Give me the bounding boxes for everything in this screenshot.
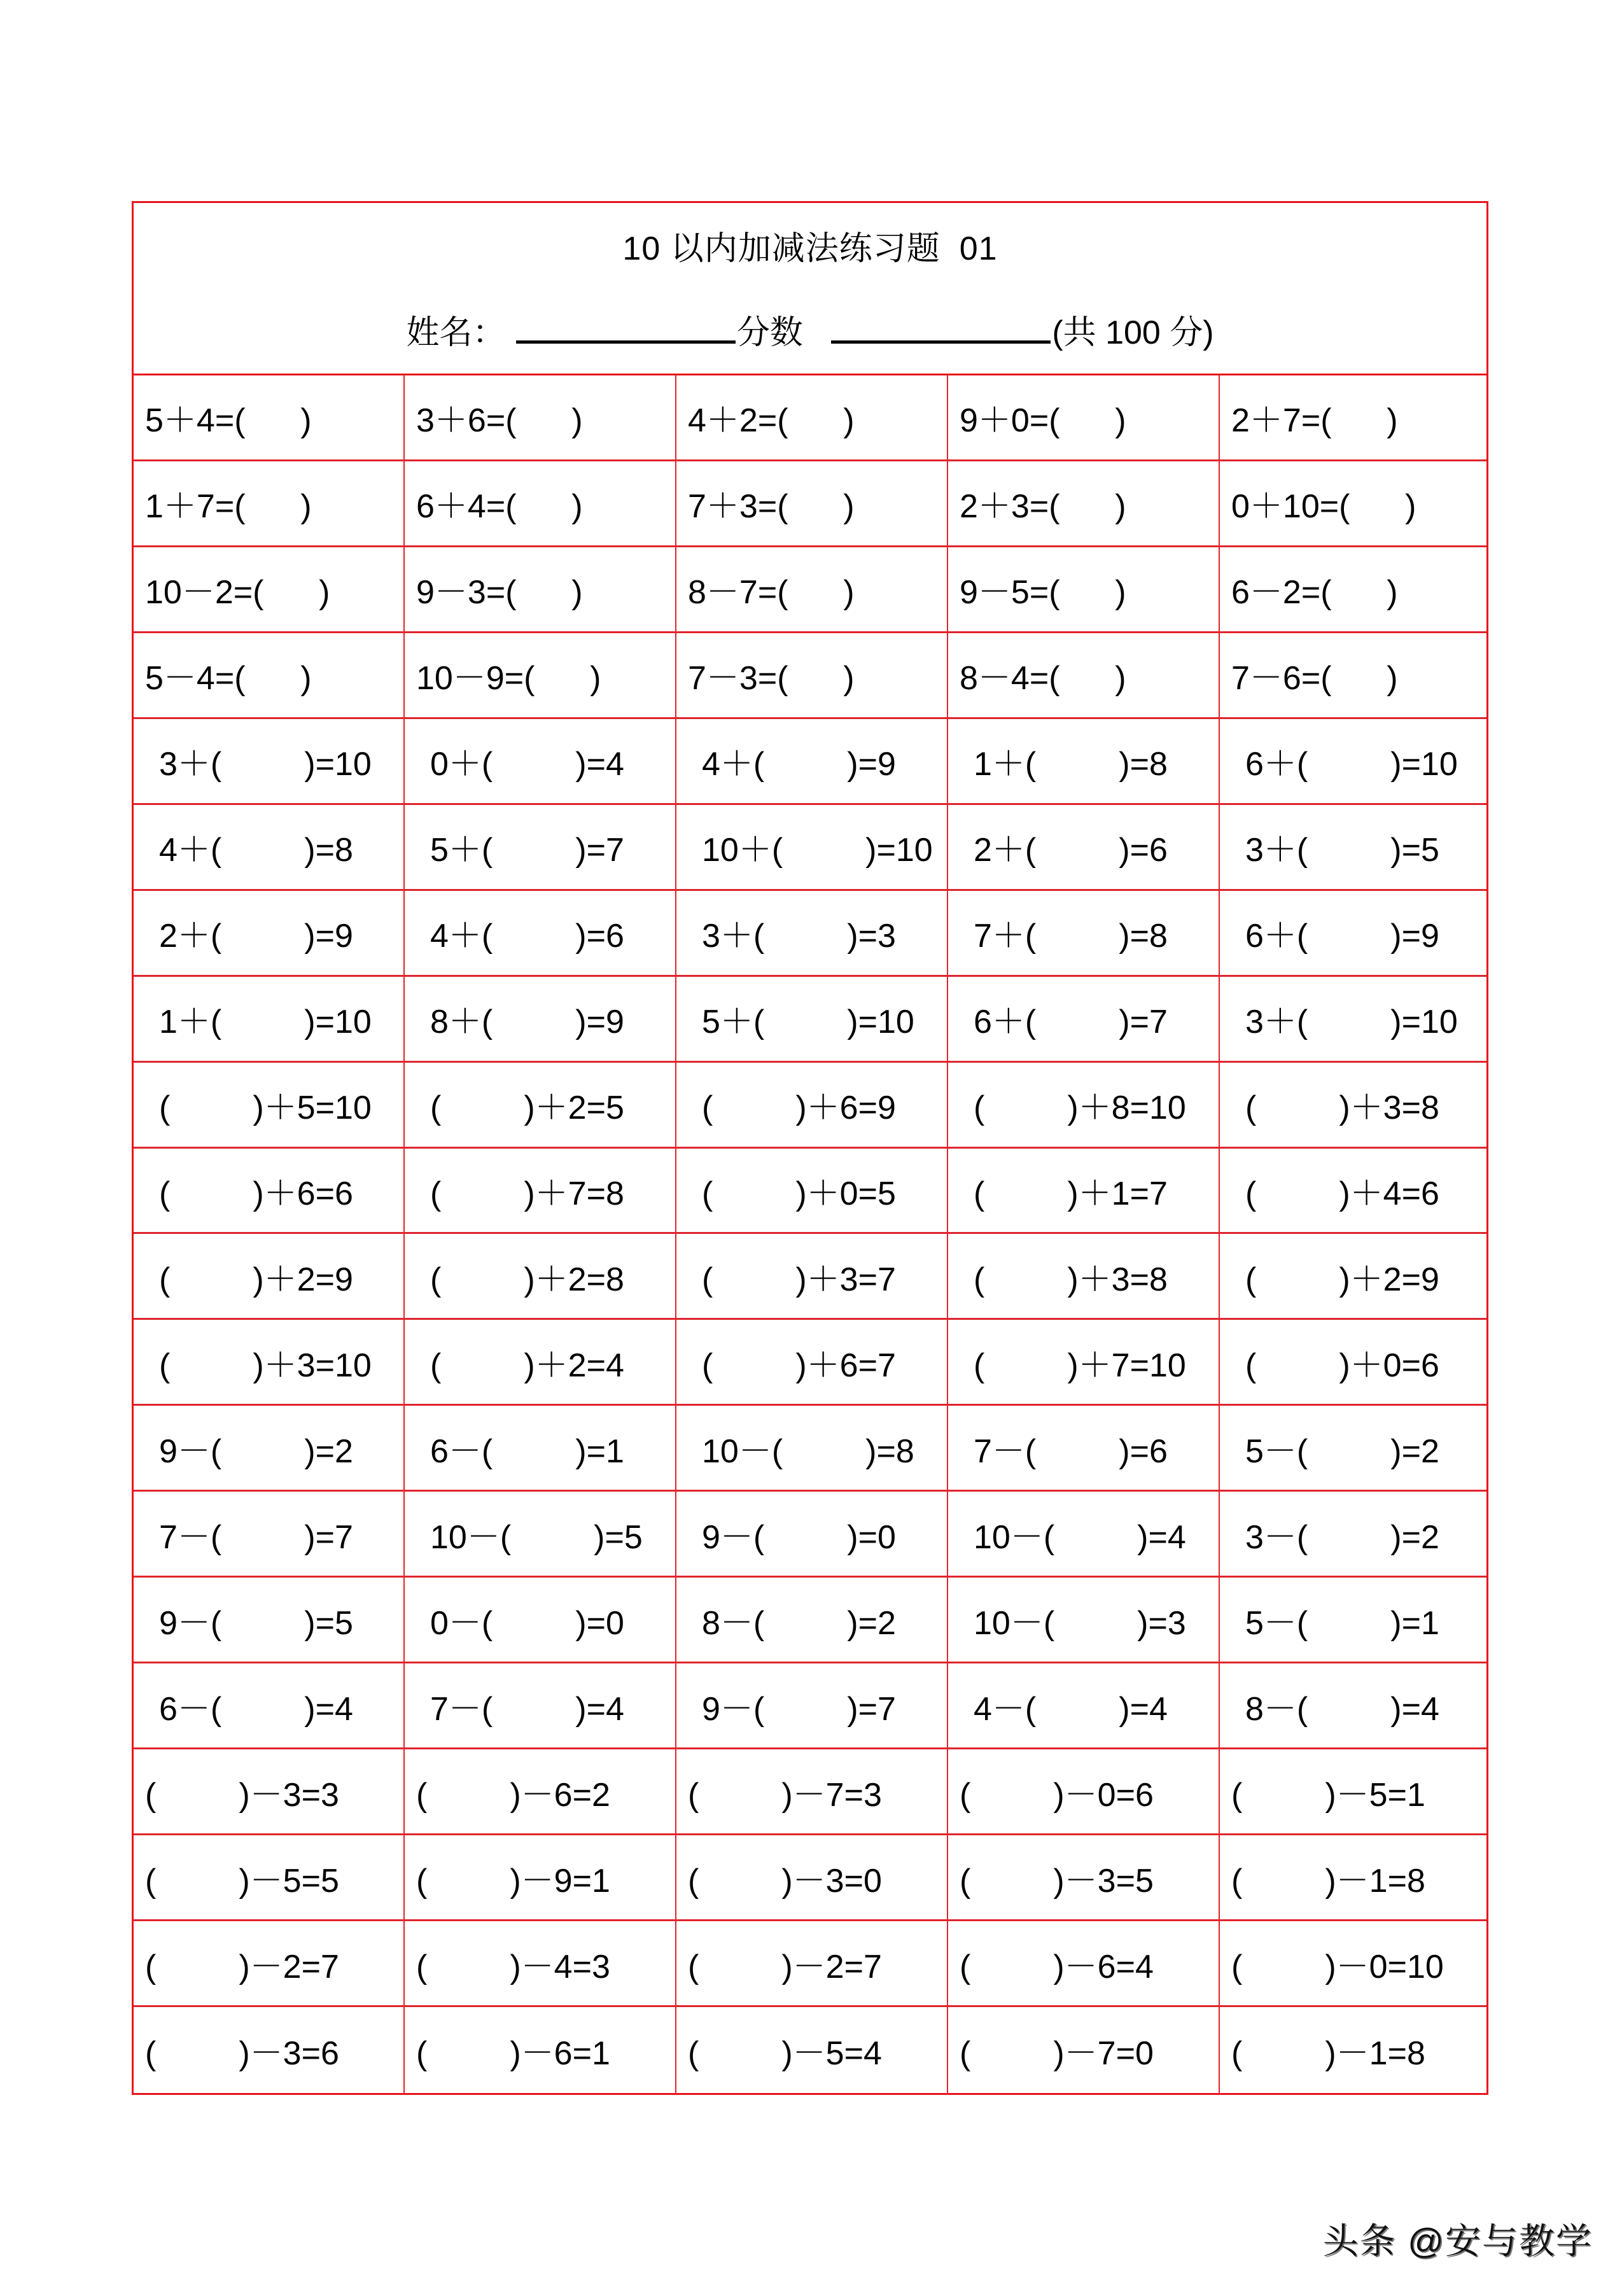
problem-cell[interactable]: 9＋0=( ) [948,375,1220,461]
problem-cell[interactable]: ( )－4=3 [405,1921,676,2007]
problem-cell[interactable]: 9－( )=0 [676,1492,948,1578]
problem-cell[interactable]: ( )＋3=8 [1220,1063,1486,1149]
problem-cell[interactable]: 3＋( )=5 [1220,805,1486,891]
problem-cell[interactable]: 0－( )=0 [405,1578,676,1663]
problem-cell[interactable]: 3＋( )=10 [1220,977,1486,1063]
worksheet [132,201,1488,2095]
name-field[interactable] [516,307,736,344]
problem-cell[interactable]: ( )－2=7 [676,1921,948,2007]
problem-cell[interactable]: ( )－5=5 [134,1835,405,1921]
problem-cell[interactable]: ( )－0=6 [948,1749,1220,1835]
problem-cell[interactable]: 6＋( )=10 [1220,719,1486,805]
problem-cell[interactable]: 10－( )=4 [948,1492,1220,1578]
problem-cell[interactable]: ( )－3=6 [134,2007,405,2093]
problem-cell[interactable]: ( )＋2=9 [134,1234,405,1320]
problem-cell[interactable]: ( )＋3=10 [134,1320,405,1406]
problem-cell[interactable]: 7－6=( ) [1220,633,1486,719]
problem-cell[interactable]: ( )－2=7 [134,1921,405,2007]
problem-cell[interactable]: ( )－3=0 [676,1835,948,1921]
problem-cell[interactable]: 4－( )=4 [948,1663,1220,1749]
problem-cell[interactable]: ( )＋2=5 [405,1063,676,1149]
problem-cell[interactable]: ( )＋8=10 [948,1063,1220,1149]
problem-cell[interactable]: 2＋( )=9 [134,891,405,977]
problem-cell[interactable]: ( )－5=1 [1220,1749,1486,1835]
problem-cell[interactable]: ( )－5=4 [676,2007,948,2093]
problem-cell[interactable]: ( )＋0=6 [1220,1320,1486,1406]
problem-cell[interactable]: 9－( )=5 [134,1578,405,1663]
problem-cell[interactable]: 3＋( )=3 [676,891,948,977]
name-label: 姓名： [406,314,506,351]
problem-cell[interactable]: 3－( )=2 [1220,1492,1486,1578]
problem-cell[interactable]: 9－( )=7 [676,1663,948,1749]
problem-cell[interactable]: ( )＋6=7 [676,1320,948,1406]
problem-cell[interactable]: ( )＋2=8 [405,1234,676,1320]
problem-cell[interactable]: 6＋( )=7 [948,977,1220,1063]
problem-cell[interactable]: 10－2=( ) [134,547,405,633]
problem-cell[interactable]: 7－( )=6 [948,1406,1220,1492]
problem-cell[interactable]: 10－( )=8 [676,1406,948,1492]
problem-cell[interactable]: 2＋( )=6 [948,805,1220,891]
problem-cell[interactable]: 8－( )=2 [676,1578,948,1663]
problem-cell[interactable]: ( )－3=5 [948,1835,1220,1921]
problem-cell[interactable]: 1＋( )=10 [134,977,405,1063]
problem-cell[interactable]: 0＋10=( ) [1220,461,1486,547]
problem-cell[interactable]: 10＋( )=10 [676,805,948,891]
problem-cell[interactable]: 8－( )=4 [1220,1663,1486,1749]
problem-cell[interactable]: 9－( )=2 [134,1406,405,1492]
problem-cell[interactable]: ( )－9=1 [405,1835,676,1921]
score-field[interactable] [831,307,1051,344]
worksheet-header [134,203,1486,375]
student-info-row [134,307,1486,356]
problem-cell[interactable]: 10－( )=3 [948,1578,1220,1663]
problem-cell[interactable]: 2＋3=( ) [948,461,1220,547]
problem-cell[interactable]: 5－( )=2 [1220,1406,1486,1492]
problem-cell[interactable]: 6＋4=( ) [405,461,676,547]
score-label: 分数 [736,314,803,351]
problem-cell[interactable]: 4＋2=( ) [676,375,948,461]
problem-cell[interactable]: ( )＋0=5 [676,1149,948,1235]
problem-cell[interactable]: ( )－3=3 [134,1749,405,1835]
problem-cell[interactable]: ( )－6=1 [405,2007,676,2093]
problem-cell[interactable]: 9－5=( ) [948,547,1220,633]
total-note: (共 100 分) [1052,314,1214,351]
problem-cell[interactable]: ( )－1=8 [1231,2035,1425,2073]
problem-cell[interactable]: ( )＋3=7 [676,1234,948,1320]
problem-cell[interactable]: 4＋( )=6 [405,891,676,977]
problem-cell[interactable]: 8＋( )=9 [405,977,676,1063]
problem-cell[interactable]: 7＋( )=8 [948,891,1220,977]
problem-cell[interactable]: ( )－1=8 [1220,1835,1486,1921]
problem-cell[interactable]: ( )＋1=7 [948,1149,1220,1235]
problem-cell[interactable]: ( )－7=3 [676,1749,948,1835]
problem-cell[interactable]: ( )＋7=10 [948,1320,1220,1406]
problem-cell[interactable]: 8－4=( ) [948,633,1220,719]
problem-cell[interactable]: ( )＋4=6 [1220,1149,1486,1235]
problem-cell[interactable]: 5＋( )=7 [405,805,676,891]
problem-cell[interactable]: 9－3=( ) [405,547,676,633]
problem-cell[interactable]: ( )＋5=10 [134,1063,405,1149]
problem-cell[interactable]: ( )＋2=4 [405,1320,676,1406]
problem-cell[interactable]: 0＋( )=4 [405,719,676,805]
problem-cell[interactable]: 8－7=( ) [676,547,948,633]
problem-cell[interactable]: 7＋3=( ) [676,461,948,547]
problem-cell[interactable]: ( )－7=0 [948,2007,1220,2093]
problem-cell[interactable]: 7－( )=7 [134,1492,405,1578]
sheet-number: 01 [959,230,998,267]
problem-cell[interactable]: 1＋7=( ) [134,461,405,547]
problem-cell[interactable]: 3＋6=( ) [405,375,676,461]
problem-grid [134,375,1486,2093]
watermark: 头条 @安与教学 [1322,2221,1593,2261]
problem-cell[interactable]: 5－( )=1 [1220,1578,1486,1663]
problem-cell[interactable]: ( )－0=10 [1220,1921,1486,2007]
problem-cell[interactable]: 6－( )=4 [134,1663,405,1749]
problem-cell[interactable]: 5＋4=( ) [134,375,405,461]
page-title [134,226,1486,272]
title-text: 10 以内加减法练习题 [622,230,940,267]
problem-cell[interactable]: 2＋7=( ) [1220,375,1486,461]
problem-cell[interactable]: 5＋( )=10 [676,977,948,1063]
problem-cell[interactable]: 4＋( )=9 [676,719,948,805]
problem-cell[interactable]: 10－9=( ) [405,633,676,719]
problem-cell[interactable]: 6－( )=1 [405,1406,676,1492]
problem-cell[interactable]: 10－( )=5 [405,1492,676,1578]
problem-cell[interactable]: 7－3=( ) [676,633,948,719]
problem-cell[interactable]: ( )－6=4 [948,1921,1220,2007]
problem-cell[interactable]: 3＋( )=10 [134,719,405,805]
problem-cell[interactable]: 1＋( )=8 [948,719,1220,805]
problem-cell[interactable]: ( )－6=2 [405,1749,676,1835]
problem-cell[interactable]: ( )＋2=9 [1220,1234,1486,1320]
problem-cell[interactable]: 4＋( )=8 [134,805,405,891]
problem-cell[interactable]: 5－4=( ) [134,633,405,719]
problem-cell[interactable]: ( )＋3=8 [948,1234,1220,1320]
problem-cell[interactable]: ( )＋7=8 [405,1149,676,1235]
problem-cell[interactable]: 6－2=( ) [1220,547,1486,633]
problem-cell[interactable]: 7－( )=4 [405,1663,676,1749]
problem-cell[interactable]: ( )＋6=6 [134,1149,405,1235]
problem-cell[interactable]: 6＋( )=9 [1220,891,1486,977]
problem-cell[interactable]: ( )＋6=9 [676,1063,948,1149]
